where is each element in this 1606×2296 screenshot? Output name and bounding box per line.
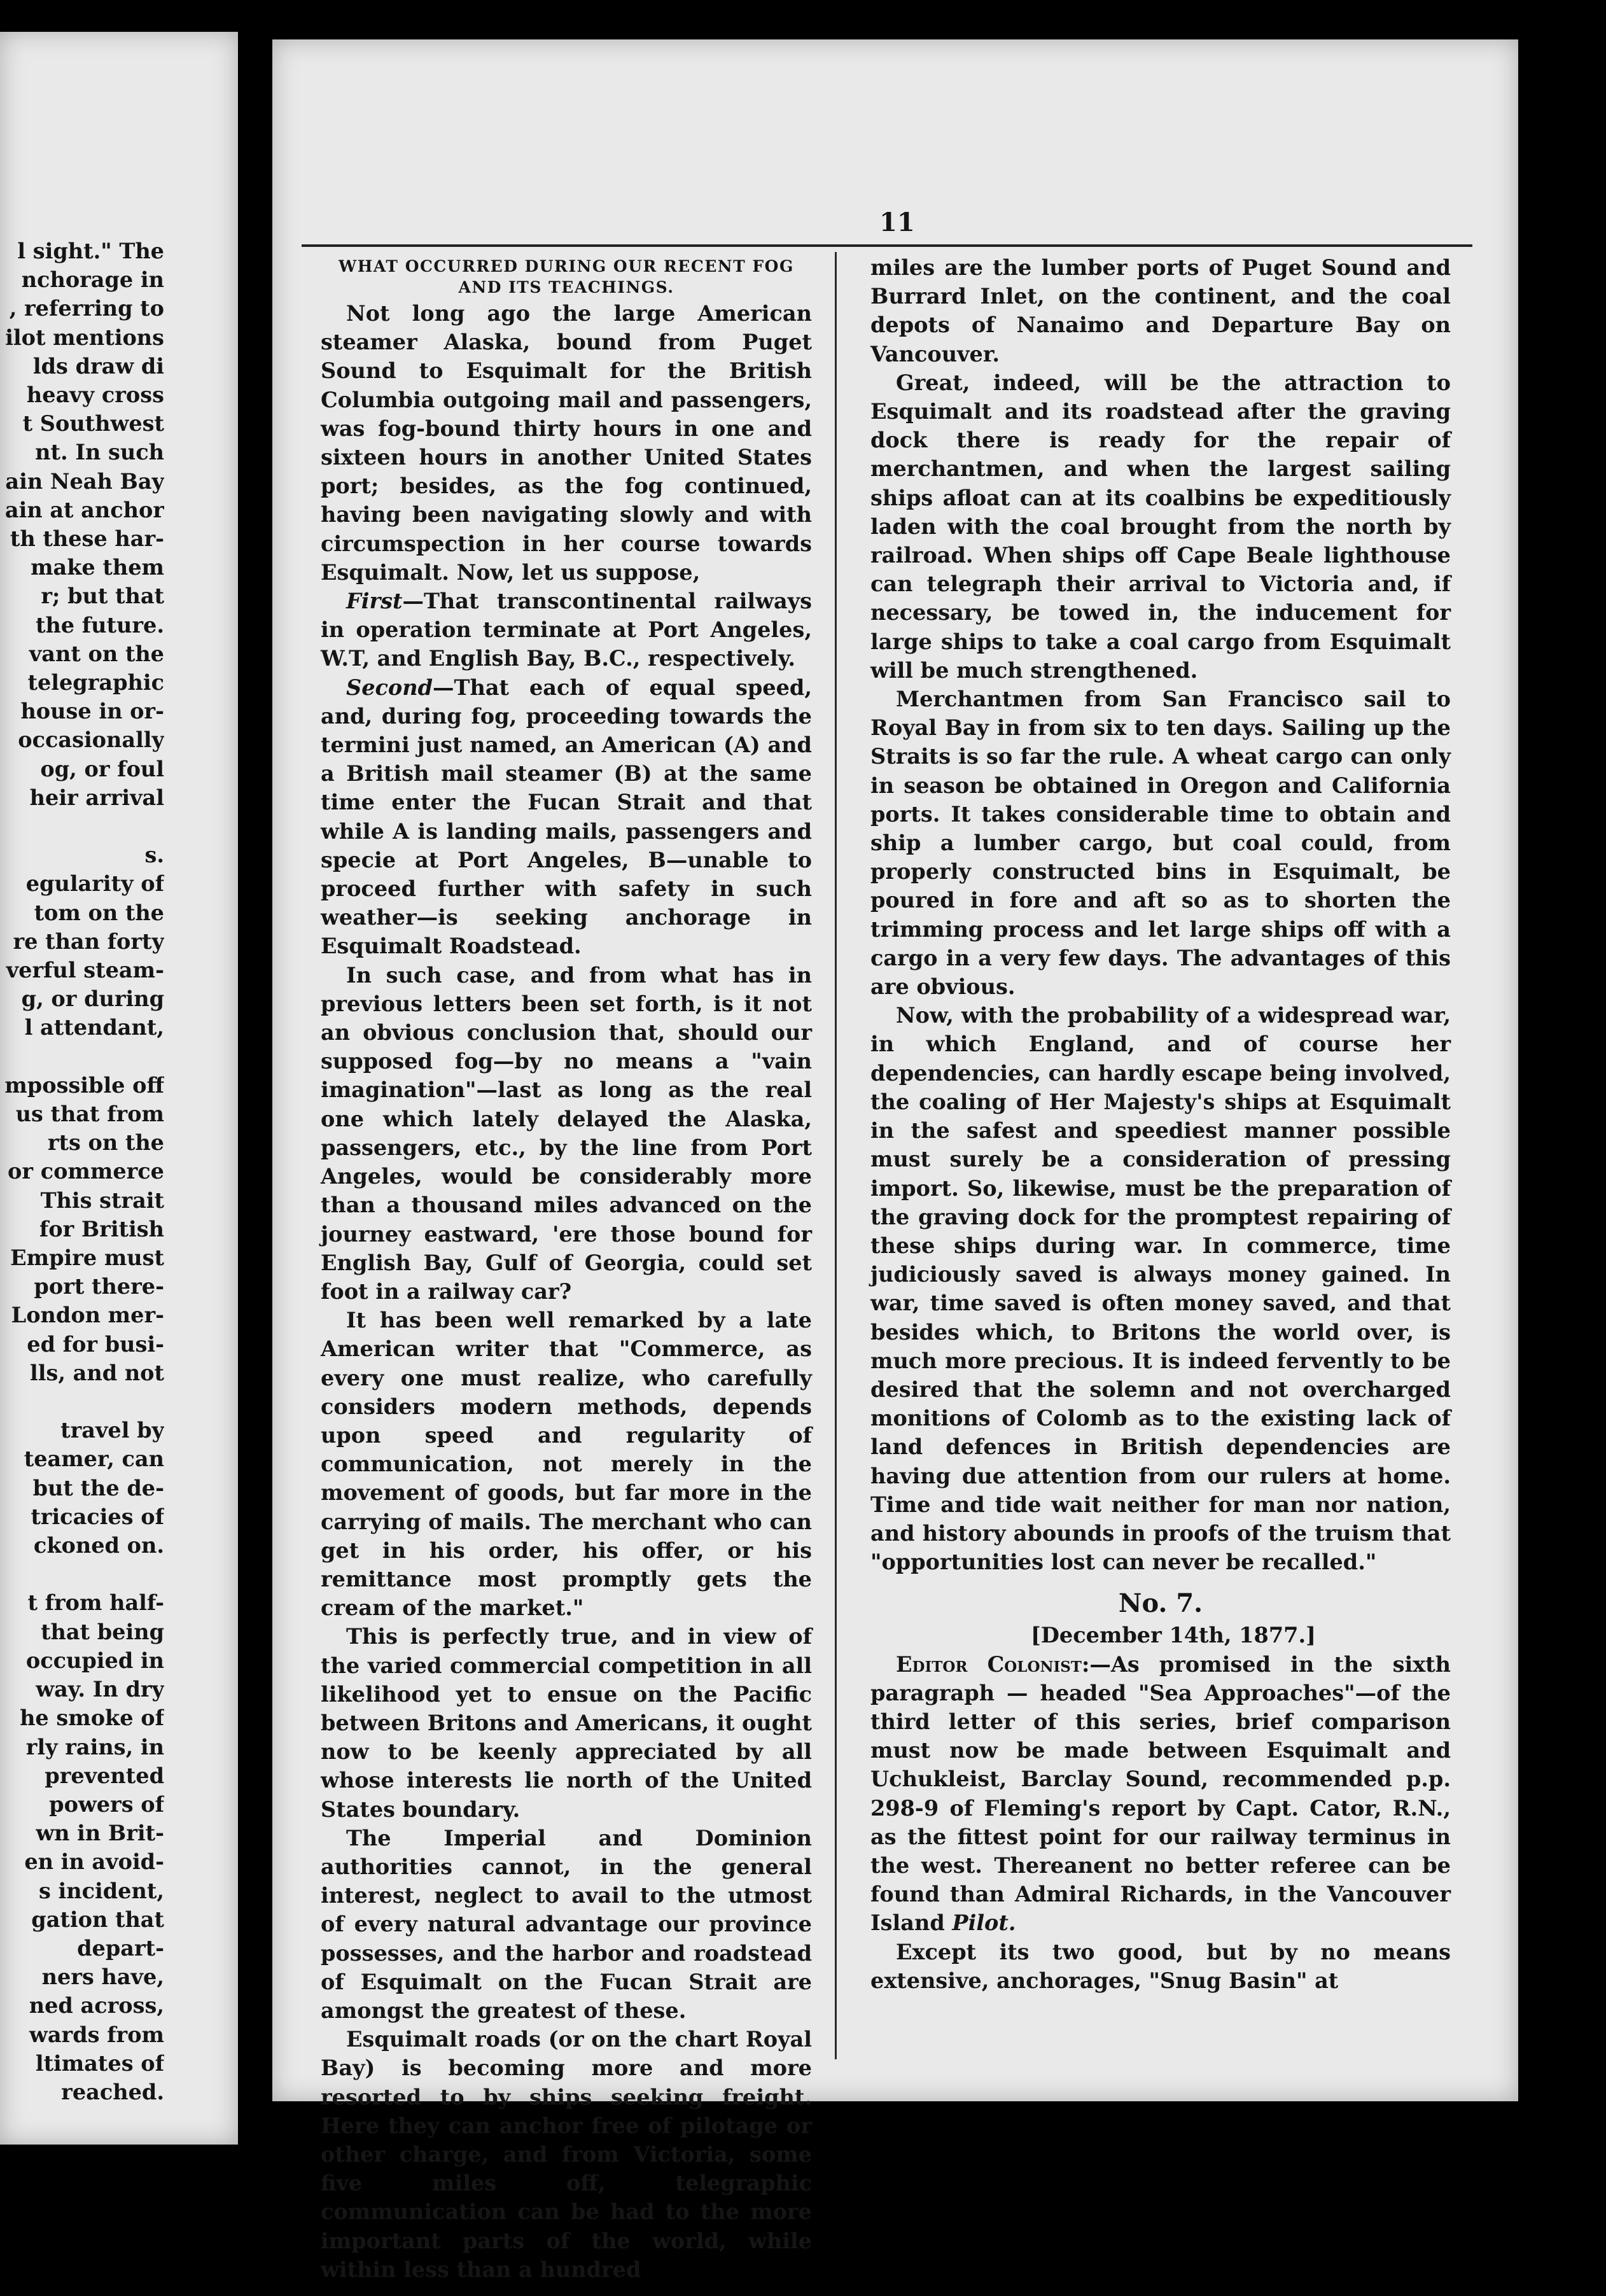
left-page-line: lls, and not bbox=[30, 1360, 164, 1385]
left-page-line: make them bbox=[31, 555, 164, 580]
left-page-line: rly rains, in bbox=[25, 1734, 164, 1760]
left-page-line: heir arrival bbox=[29, 785, 164, 810]
article-paragraph-first bbox=[321, 587, 812, 673]
header-rule bbox=[302, 244, 1472, 247]
left-page-line: re than forty bbox=[13, 928, 164, 954]
article-heading-line-2: AND ITS TEACHINGS. bbox=[458, 278, 674, 297]
left-page-line: r; but that bbox=[41, 584, 164, 609]
left-page-line: teamer, can bbox=[24, 1446, 164, 1472]
left-page-line: ain at anchor bbox=[4, 497, 164, 522]
article-paragraph: It has been well remarked by a late American writer that "Commerce, as every one must realize, who carefully considers modern methods, depends upon speed and regularity of communication, not merely in the movement of goods, but far more in the carrying of mails. The merchant who can get in his order, his offer, or his remittance most promptly gets the cream of the market." bbox=[321, 1308, 812, 1621]
left-page-line: verful steam- bbox=[6, 958, 164, 983]
left-page-line: wn in Brit- bbox=[36, 1821, 164, 1846]
left-page-line: ain Neah Bay bbox=[5, 468, 164, 494]
left-page-line: ilot mentions bbox=[5, 325, 164, 350]
left-page-line: th these har- bbox=[10, 526, 164, 552]
article-paragraph: This is perfectly true, and in view of the varied commercial competition in all likelihood yet to ensue on the Pacific between Britons and Americans, it ought now to be keenly appreciated by all whose interests lie north of the United States boundary. bbox=[321, 1624, 812, 1822]
left-page-line: t Southwest bbox=[22, 411, 164, 437]
left-page-gap bbox=[0, 1560, 164, 1588]
left-page-line: way. In dry bbox=[36, 1677, 164, 1702]
first-text: —That transcontinental railways in operation terminate at Port Angeles, W.T, and English Bay, B.C., respectively. bbox=[321, 589, 812, 671]
left-page-line: gation that bbox=[31, 1907, 164, 1932]
article-paragraph: Not long ago the large American steamer Alaska, bound from Puget Sound to Esquimalt for the British Columbia outgoing mail and passengers, was fog-bound thirty hours in one and sixteen hours in another United States port; besides, as the fog continued, having been navigating slowly and with circumspection in her course towards Esquimalt. Now, let us suppose, bbox=[321, 301, 812, 585]
left-page-line: London mer- bbox=[11, 1303, 164, 1328]
article-paragraph: Great, indeed, will be the attraction to Esquimalt and its roadstead after the graving dock there is ready for the repair of merchantmen, and when the largest sailing ships afloat can at its coalbins be expeditiously laden with the coal brought from the north by railroad. When ships off Cape Beale lighthouse can telegraph their arrival to Victoria and, if necessary, be towed in, the inducement for large ships to take a coal cargo from Esquimalt will be much strengthened. bbox=[870, 370, 1451, 683]
left-page-line: vant on the bbox=[29, 641, 164, 666]
left-page-gap bbox=[0, 1387, 164, 1416]
left-page-line: rts on the bbox=[47, 1130, 164, 1156]
left-page-line: tom on the bbox=[34, 900, 164, 925]
letter-text: :—As promised in the sixth paragraph — headed "Sea Approaches"—of the third letter of this series, brief comparison must now be made between Esquimalt and Uchukleist, Barclay Sound, recommended p.p. 298-9 of Fleming's report by Capt. Cator, R.N., as the fittest point for our railway terminus in the west. Thereanent no better referee can be found than Admiral Richards, in the Vancouver Island bbox=[870, 1651, 1451, 1936]
letter-text-italic: Pilot. bbox=[952, 1910, 1016, 1936]
left-page-line: but the de- bbox=[32, 1475, 164, 1501]
left-page-line: travel by bbox=[60, 1418, 164, 1443]
article-paragraph-continued: miles are the lumber ports of Puget Sound and Burrard Inlet, on the continent, and the coal depots of Nanaimo and Departure Bay on Vancouver. bbox=[870, 255, 1451, 367]
left-page-line: depart- bbox=[77, 1935, 164, 1961]
left-page-line: nchorage in bbox=[21, 267, 164, 293]
left-page-line: occupied in bbox=[25, 1648, 164, 1673]
left-page-line: g, or during bbox=[21, 986, 164, 1012]
left-page-line: s. bbox=[144, 843, 164, 868]
left-page-line: ltimates of bbox=[35, 2050, 164, 2076]
left-page-line: powers of bbox=[49, 1791, 164, 1817]
left-page-line: s incident, bbox=[39, 1878, 164, 1903]
article-paragraph: Now, with the probability of a widespread war, in which England, and of course her dependencies, can hardly escape being involved, the coaling of Her Majesty's ships at Esquimalt in the safest and speediest manner possible must surely be a consideration of pressing import. So, likewise, must be the preparation of the graving dock for the promptest repairing of these ships during war. In commerce, time judiciously saved is always money gained. In war, time saved is often money saved, and that besides which, to Britons the world over, is much more precious. It is indeed fervently to be desired that the solemn and not overcharged monitions of Colomb as to the existing lack of land defences in British dependencies are having due attention from our rulers at home. Time and tide wait neither for man nor nation, and history abounds in proofs of the truism that "opportunities lost can never be recalled." bbox=[870, 1003, 1451, 1575]
left-page-line: egularity of bbox=[25, 871, 164, 897]
article-column-left bbox=[321, 253, 812, 2284]
left-page-line: the future. bbox=[35, 612, 164, 638]
column-divider bbox=[835, 252, 837, 2059]
left-page-line: he smoke of bbox=[20, 1705, 164, 1731]
left-page-line: ned across, bbox=[29, 1993, 164, 2019]
left-page-line: prevented bbox=[45, 1763, 164, 1788]
left-page-line: This strait bbox=[40, 1187, 164, 1213]
second-text: —That each of equal speed, and, during fog, proceeding towards the termini just named, an American (A) and a British mail steamer (B) at the same time enter the Fucan Strait and that while A is landing mails, passengers and specie at Port Angeles, B—unable to proceed further with safety in such weather—is seeking anchorage in Esquimalt Roadstead. bbox=[321, 675, 812, 959]
left-page-line: , referring to bbox=[9, 296, 164, 321]
left-page-line: l sight." The bbox=[17, 239, 164, 263]
left-page-line: occasionally bbox=[18, 727, 164, 753]
article-paragraph: Esquimalt roads (or on the chart Royal Bay) is becoming more and more resorted to by ships seeking freight. Here they can anchor free of pilotage or other charge, and from Victoria, some five miles off, telegraphic communication can be had to the more important parts of the world, while within less than a hundred bbox=[321, 2027, 812, 2282]
letter-date: [December 14th, 1877.] bbox=[1031, 1623, 1316, 1648]
article-column-right bbox=[870, 253, 1451, 1995]
letter-salutation: Editor Colonist bbox=[896, 1651, 1082, 1677]
left-page-line: ners have, bbox=[41, 1964, 164, 1990]
left-page-line: ckoned on. bbox=[33, 1533, 164, 1558]
second-label: Second bbox=[346, 675, 433, 700]
letter-paragraph: Except its two good, but by no means extensive, anchorages, "Snug Basin" at bbox=[870, 1939, 1451, 1993]
left-page-line: l attendant, bbox=[24, 1015, 164, 1040]
left-page-gap bbox=[0, 1042, 164, 1071]
article-paragraph: In such case, and from what has in previous letters been set forth, is it not an obvious conclusion that, should our supposed fog—by no means a "vain imagination"—last as long as the real one which lately delayed the Alaska, passengers, etc., by the line from Port Angeles, would be considerably more than a thousand miles advanced on the journey eastward, 'ere those bound for English Bay, Gulf of Georgia, could set foot in a railway car? bbox=[321, 962, 812, 1304]
letter-title: No. 7. bbox=[1118, 1588, 1203, 1619]
left-page-line: lds draw di bbox=[32, 353, 164, 379]
left-page-line: port there- bbox=[34, 1274, 164, 1299]
left-page-line: heavy cross bbox=[26, 382, 164, 408]
article-paragraph: The Imperial and Dominion authorities cannot, in the general interest, neglect to avail to the utmost of every natural advantage our province possesses, and the harbor and roadstead of Esquimalt on the Fucan Strait are amongst the greatest of these. bbox=[321, 1825, 812, 2023]
left-page-line: or commerce bbox=[8, 1159, 164, 1184]
first-label: First bbox=[346, 589, 403, 614]
article-paragraph-second bbox=[321, 673, 812, 961]
left-page-line: ed for busi- bbox=[27, 1331, 164, 1357]
article-heading-line-1: WHAT OCCURRED DURING OUR RECENT FOG bbox=[339, 257, 794, 276]
left-page-line: house in or- bbox=[20, 699, 164, 724]
article-heading bbox=[321, 256, 812, 298]
left-page-line: mpossible off bbox=[4, 1072, 164, 1098]
left-page-text-column bbox=[0, 237, 164, 2106]
left-page-line: that being bbox=[41, 1619, 164, 1644]
left-page-line: Empire must bbox=[10, 1245, 164, 1271]
left-page-line: t from half- bbox=[27, 1590, 164, 1616]
left-page-line: us that from bbox=[15, 1102, 164, 1127]
left-page-line: telegraphic bbox=[27, 670, 164, 696]
left-page-line: nt. In such bbox=[35, 440, 164, 465]
page-number: 11 bbox=[879, 207, 915, 237]
left-page-fragment bbox=[0, 32, 238, 2145]
letter-paragraph bbox=[870, 1650, 1451, 1938]
left-page-line: en in avoid- bbox=[24, 1849, 164, 1875]
left-page-line: wards from bbox=[29, 2022, 164, 2047]
left-page-line: for British bbox=[39, 1216, 164, 1242]
left-page-line: og, or foul bbox=[40, 756, 164, 781]
left-page-line: tricacies of bbox=[31, 1504, 164, 1529]
left-page-line: reached. bbox=[61, 2079, 164, 2104]
article-paragraph: Merchantmen from San Francisco sail to Royal Bay in from six to ten days. Sailing up the Straits is so far the rule. A wheat cargo can only in season be obtained in Oregon and California ports. It takes considerable time to obtain and ship a lumber cargo, but coal could, from properly constructed bins in Esquimalt, be poured in fore and aft so as to shorten the trimming process and let large ships off with a cargo in a very few days. The advantages of this are obvious. bbox=[870, 687, 1451, 1000]
left-page-gap bbox=[0, 812, 164, 841]
